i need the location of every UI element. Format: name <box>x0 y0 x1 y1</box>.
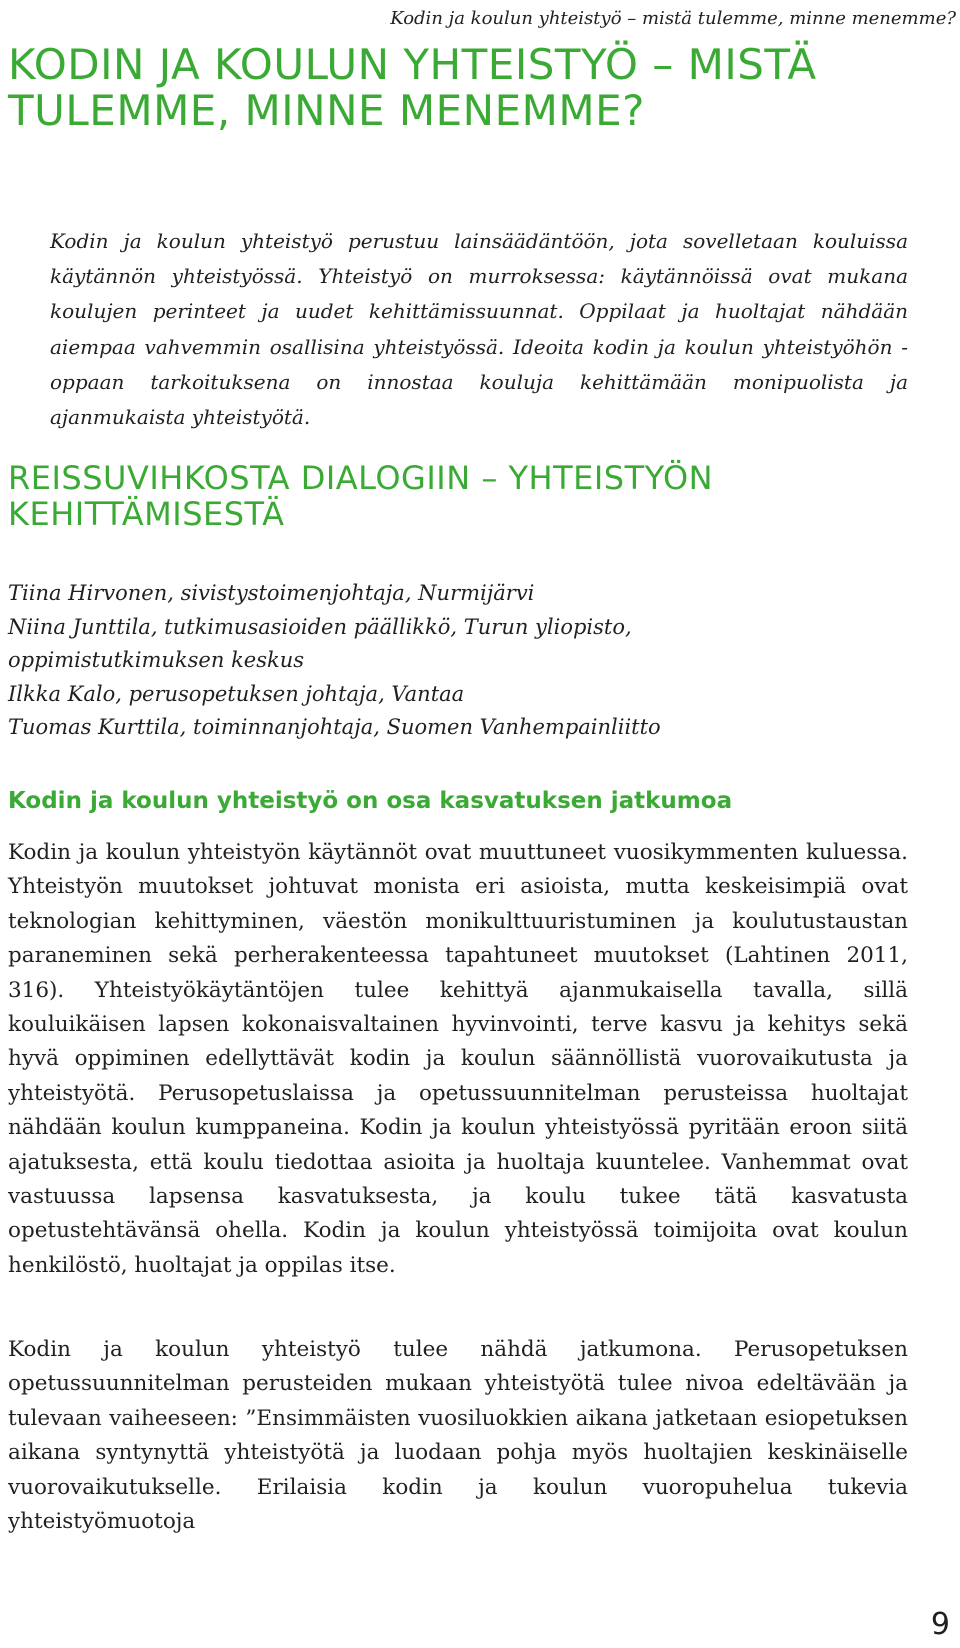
section-title: REISSUVIHKOSTA DIALOGIIN – YHTEISTYÖN KEHITTÄMISESTÄ <box>8 459 714 533</box>
author-line: Ilkka Kalo, perusopetuksen johtaja, Vantaa <box>8 681 465 706</box>
author-line: Tiina Hirvonen, sivistystoimenjohtaja, Nurmijärvi <box>8 581 535 605</box>
author-line: Tuomas Kurttila, toiminnanjohtaja, Suomen Vanhempainliitto <box>8 715 661 740</box>
body-paragraph-2: Kodin ja koulun yhteistyö tulee nähdä jatkumona. Perusopetuksen opetussuunnitelman perusteiden mukaan yhteistyötä tulee nivoa edeltävään ja tulevaan vaiheeseen: ”Ensimmäisten vuosiluokkien aikana jatketaan esiopetuksen aikana syntynyttä yhteistyötä ja luodaan pohja myös huoltajien keskinäiselle vuorovaikutukselle. Erilaisia kodin ja koulun vuoropuhelua tukevia yhteistyömuotoja <box>8 1337 908 1535</box>
page-number: 9 <box>930 1607 950 1642</box>
body-paragraph-1: Kodin ja koulun yhteistyön käytännöt ovat muuttuneet vuosikymmenten kuluessa. Yhteistyön muutokset johtuvat monista eri asioista, mutta keskeisimpiä ovat teknologian kehittyminen, väestön monikulttuuristuminen ja koulutustaustan paraneminen sekä perherakenteessa tapahtuneet muutokset (Lahtinen 2011, 316). Yhteistyökäytäntöjen tulee kehittyä ajanmukaisella tavalla, sillä kouluikäisen lapsen kokonaisvaltainen hyvinvointi, terve kasvu ja kehitys sekä hyvä oppiminen edellyttävät kodin ja koulun säännöllistä vuorovaikutusta ja yhteistyötä. Perusopetuslaissa ja opetussuunnitelman perusteissa huoltajat nähdään koulun kumppaneina. Kodin ja koulun yhteistyössä pyritään eroon siitä ajatuksesta, että koulu tiedottaa asioita ja huoltaja kuuntelee. Vanhemmat ovat vastuussa lapsensa kasvatuksesta, ja koulu tukee tätä kasvatusta opetustehtävänsä ohella. Kodin ja koulun yhteistyössä toimijoita ovat koulun henkilöstö, huoltajat ja oppilas itse. <box>8 840 908 1278</box>
author-line: Niina Junttila, tutkimusasioiden päällikkö, Turun yliopisto, <box>8 614 632 639</box>
author-list <box>8 577 908 745</box>
author-line: oppimistutkimuksen keskus <box>8 648 305 673</box>
running-header: Kodin ja koulun yhteistyö – mistä tulemme, minne menemme? <box>390 8 956 29</box>
intro-paragraph: Kodin ja koulun yhteistyö perustuu lainsäädäntöön, jota sovelletaan kouluissa käytännön yhteistyössä. Yhteistyö on murroksessa: käytännöissä ovat mukana koulujen perinteet ja uudet kehittämissuunnat. Oppilaat ja huoltajat nähdään aiempaa vahvemmin osallisina yhteistyössä. Ideoita kodin ja koulun yhteistyöhön -oppaan tarkoituksena on innostaa kouluja kehittämään monipuolista ja ajanmukaista yhteistyötä. <box>50 229 908 430</box>
page-title: KODIN JA KOULUN YHTEISTYÖ – MISTÄ TULEMME, MINNE MENEMME? <box>8 40 817 135</box>
subheading: Kodin ja koulun yhteistyö on osa kasvatuksen jatkumoa <box>8 788 733 814</box>
